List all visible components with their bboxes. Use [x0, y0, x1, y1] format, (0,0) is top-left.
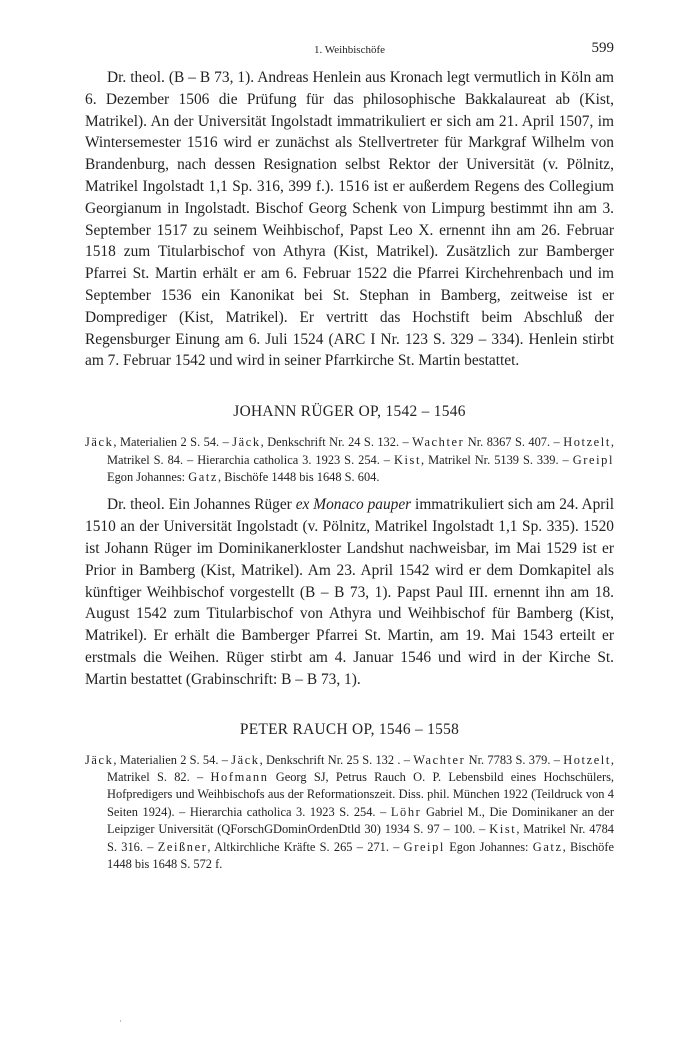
reference-text: , Denkschrift Nr. 25 S. 132 . – — [259, 752, 414, 767]
section-heading-rauch: PETER RAUCH OP, 1546 – 1558 — [239, 720, 460, 738]
reference-author: Greipl — [403, 839, 445, 854]
intro-paragraph: Dr. theol. (B – B 73, 1). Andreas Henlein aus Kronach legt vermutlich in Köln am 6. Dezember 1506 die Prüfung für das philosophische Bakkalaureat ab (Kist, Matrikel). An der Universität Ingolstadt immatrikuliert er sich am 21. April 1507, im Wintersemester 1516 wird er zunächst als Stellvertreter für Markgraf Wilhelm von Brandenburg, nach dessen Resignation selbst Rektor der Universität (v. Pölnitz, Matrikel Ingolstadt 1,1 Sp. 316, 399 f.). 1516 ist er außerdem Regens des Collegium Georgianum in Ingolstadt. Bischof Georg Schenk von Limpurg bestimmt ihn am 3. September 1517 zu seinem Weihbischof, Papst Leo X. ernennt ihn am 26. Februar 1518 zum Titularbischof von Athyra (Kist, Matrikel). Zusätzlich zur Bamberger Pfarrei St. Martin erhält er am 6. Februar 1522 die Pfarrei Kirchehrenbach und im September 1536 ein Kanonikat bei St. Stephan in Bamberg, zeitweise ist er Domprediger (Kist, Matrikel). Er vertritt das Hochstift beim Abschluß der Regensburger Einung am 6. Juli 1524 (ARC I Nr. 123 S. 329 – 334). Henlein stirbt am 7. Februar 1542 und wird in seiner Pfarrkirche St. Martin bestattet. — [85, 69, 614, 370]
reference-author: Löhr — [390, 804, 422, 819]
reference-text: Egon Johannes: — [107, 469, 189, 484]
reference-text: Nr. 8367 S. 407. – — [464, 435, 564, 450]
reference-author: Gatz — [532, 839, 563, 854]
reference-author: Kist — [489, 822, 517, 837]
reference-author: Hotzelt — [563, 752, 611, 767]
reference-text: , Denkschrift Nr. 24 S. 132. – — [260, 435, 413, 450]
reference-author: Gatz — [188, 469, 219, 484]
paragraph-rueger-part-1: Dr. theol. Ein Johannes Rüger — [107, 496, 296, 514]
reference-text: , Matrikel S. 84. – Hierarchia catholica 3. 1923 S. 254. – — [107, 435, 614, 467]
paragraph-rueger — [85, 494, 614, 690]
reference-text: , Matrikel S. 82. – — [107, 752, 614, 784]
page — [85, 40, 614, 873]
reference-text: Georg SJ, Petrus Rauch O. P. Lebensbild eines Hochschülers, Hofpredigers und Weihbischofs aus der Reformationszeit. Diss. phil. München 1922 (Teildruck von 4 Seiten 1924). – Hierarchia catholica 3. 1923 S. 254. – — [107, 769, 614, 819]
reference-text: , Altkirchliche Kräfte S. 265 – 271. – — [207, 839, 404, 854]
reference-author: Kist — [393, 452, 422, 467]
reference-text: , Bischöfe 1448 bis 1648 S. 604. — [218, 469, 380, 484]
running-head-title: 1. Weihbischöfe — [313, 44, 385, 56]
reference-author: Jäck — [232, 435, 261, 450]
running-head — [85, 40, 614, 64]
reference-text: , Matrikel Nr. 4784 S. 316. – — [107, 822, 615, 854]
reference-author: Greipl — [572, 452, 614, 467]
page-number: 599 — [591, 40, 614, 56]
reference-author: Zeißner — [157, 839, 208, 854]
reference-text: Nr. 7783 S. 379. – — [465, 752, 564, 767]
reference-text: , Bischöfe 1448 bis 1648 S. 572 f. — [107, 839, 614, 871]
references-rueger — [85, 434, 614, 486]
reference-author: Hofmann — [210, 769, 269, 784]
paragraph-rueger-latin: ex Monaco pauper — [295, 496, 412, 514]
reference-text: , Materialien 2 S. 54. – — [113, 752, 232, 767]
reference-text: Gabriel M., Die Dominikaner an der Leipziger Universität (QForschGDominOrdenDtld 30) 1934 S. 97 – 100. – — [107, 804, 614, 837]
paragraph-rueger-part-2: immatrikuliert sich am 24. April 1510 an der Universität Ingolstadt (v. Pölnitz, Matrikel Ingolstadt 1,1 Sp. 335). 1520 ist Johann Rüger im Dominikanerkloster Landshut nachweisbar, im Mai 1529 ist er Prior in Bamberg (Kist, Matrikel). Am 23. April 1542 wird er dem Domkapitel als künftiger Weihbischof vorgestellt (B – B 73, 1). Papst Paul III. ernennt ihn am 18. August 1542 zum Titularbischof von Athyra und Weihbischof für Bamberg (Kist, Matrikel). Er erhält die Bamberger Pfarrei St. Martin, am 19. Mai 1543 erteilt er erstmals die Weihen. Rüger stirbt am 4. Januar 1546 und wird in der Kirche St. Martin bestattet (Grabinschrift: B – B 73, 1). — [85, 496, 614, 688]
reference-author: Wachter — [412, 435, 465, 450]
section-heading-rueger: JOHANN RÜGER OP, 1542 – 1546 — [233, 403, 466, 421]
reference-author: Hotzelt — [563, 435, 611, 450]
reference-author: Jäck — [231, 752, 260, 767]
reference-text: , Matrikel Nr. 5139 S. 339. – — [421, 452, 573, 467]
references-rauch — [85, 752, 614, 874]
reference-author: Jäck — [85, 752, 114, 767]
page-mark — [120, 1020, 121, 1022]
reference-text: , Materialien 2 S. 54. – — [113, 435, 233, 450]
reference-author: Jäck — [85, 435, 114, 450]
reference-author: Wachter — [413, 752, 466, 767]
reference-text: Egon Johannes: — [444, 839, 533, 854]
